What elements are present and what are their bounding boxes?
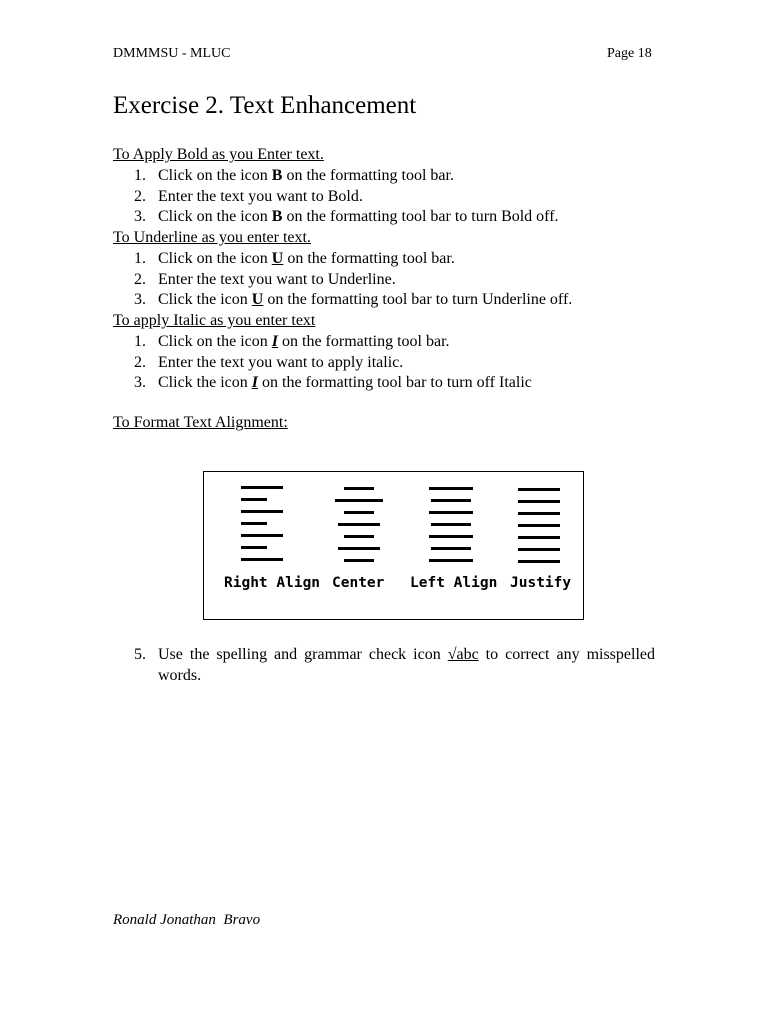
step-number: 3. (134, 208, 146, 226)
icon-line (429, 535, 473, 538)
italic-steps (113, 332, 673, 394)
icon-line (241, 498, 267, 501)
icon-line (518, 512, 560, 515)
step-number: 2. (134, 353, 146, 371)
bold-icon: B (271, 166, 283, 184)
icon-line (241, 522, 267, 525)
icon-line (518, 500, 560, 503)
step-text: on the formatting tool bar to turn Underline off. (263, 291, 573, 309)
step-text: Click on the icon (158, 249, 272, 267)
icon-line (338, 523, 380, 526)
list-item (113, 187, 673, 208)
step-text: Enter the text you want to Underline. (158, 270, 396, 288)
icon-line (241, 534, 283, 537)
step-text: Click on the icon (158, 166, 272, 184)
step-number: 5. (134, 646, 146, 663)
step-number: 1. (134, 332, 146, 350)
underline-section (113, 228, 673, 311)
list-item (113, 249, 673, 270)
icon-line (518, 524, 560, 527)
icon-line (431, 547, 471, 550)
step-number: 1. (134, 249, 146, 267)
bold-steps (113, 166, 673, 228)
step-text: on the formatting tool bar. (283, 249, 455, 267)
icon-line (335, 499, 383, 502)
italic-heading: To apply Italic as you enter text (113, 312, 316, 329)
icon-line (344, 511, 374, 514)
icon-line (241, 546, 267, 549)
center-label: Center (332, 575, 385, 591)
list-item (113, 290, 673, 311)
icon-line (518, 536, 560, 539)
underline-icon: U (271, 249, 284, 267)
left-align-label: Left Align (410, 575, 498, 591)
icon-line (518, 488, 560, 491)
author-footer: Ronald Jonathan Bravo (113, 912, 261, 928)
icon-line (429, 511, 473, 514)
step-text: Enter the text you want to Bold. (158, 187, 363, 205)
step-text: Click on the icon (158, 208, 272, 226)
list-item (113, 270, 673, 291)
bold-section (113, 145, 673, 228)
icon-line (429, 559, 473, 562)
exercise-title: Exercise 2. Text Enhancement (113, 92, 417, 119)
step-number: 1. (134, 166, 146, 184)
icon-line (431, 523, 471, 526)
underline-icon: U (251, 291, 264, 309)
step-text: on the formatting tool bar. (282, 166, 454, 184)
list-item (113, 166, 673, 187)
underline-heading: To Underline as you enter text. (113, 229, 311, 246)
icon-line (344, 559, 374, 562)
step-text: Click the icon (158, 291, 252, 309)
list-item (113, 373, 673, 394)
list-item (113, 332, 673, 353)
icon-line (518, 560, 560, 563)
step-number: 3. (134, 291, 146, 309)
justify-label: Justify (510, 575, 572, 591)
step-text: Enter the text you want to apply italic. (158, 353, 404, 371)
right-align-label: Right Align (224, 575, 321, 591)
step-text (158, 644, 655, 686)
spell-check-step (113, 644, 655, 686)
step-text-after: to correct any misspelled words. (158, 646, 655, 684)
bold-icon: B (271, 208, 283, 226)
italic-icon: I (271, 332, 278, 350)
list-item (113, 353, 673, 374)
step-text: on the formatting tool bar to turn off Italic (258, 374, 532, 392)
icon-line (431, 499, 471, 502)
italic-section (113, 311, 673, 394)
list-item (113, 207, 673, 228)
alignment-heading: To Format Text Alignment: (113, 414, 288, 431)
step-number: 2. (134, 187, 146, 205)
italic-icon: I (251, 374, 258, 392)
icon-line (241, 486, 283, 489)
icon-line (241, 558, 283, 561)
step-number: 3. (134, 374, 146, 392)
icon-line (518, 548, 560, 551)
step-text: on the formatting tool bar to turn Bold off. (282, 208, 559, 226)
step-text: on the formatting tool bar. (278, 332, 450, 350)
header-page-number: Page 18 (607, 46, 652, 61)
step-text: Click the icon (158, 374, 252, 392)
icon-line (344, 487, 374, 490)
underline-steps (113, 249, 673, 311)
step-text-before: Use the spelling and grammar check icon (158, 646, 448, 663)
icon-line (338, 547, 380, 550)
spell-check-icon: √abc (447, 646, 479, 663)
icon-line (344, 535, 374, 538)
step-number: 2. (134, 270, 146, 288)
icon-line (241, 510, 283, 513)
bold-heading: To Apply Bold as you Enter text. (113, 146, 324, 163)
step-text: Click on the icon (158, 332, 272, 350)
icon-line (429, 487, 473, 490)
header-institution: DMMMSU - MLUC (113, 46, 231, 61)
